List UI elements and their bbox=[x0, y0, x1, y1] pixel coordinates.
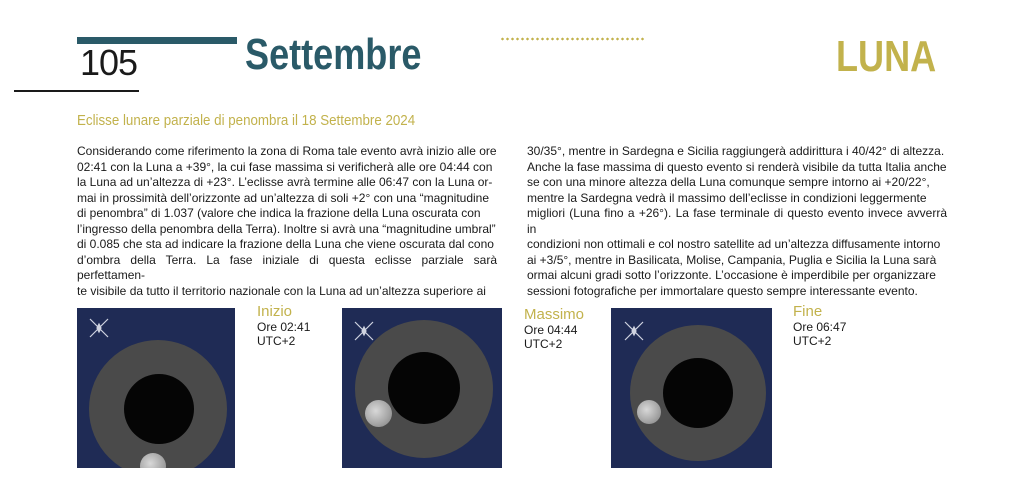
month-title: Settembre bbox=[245, 30, 422, 79]
caption-timezone: UTC+2 bbox=[524, 337, 563, 351]
eclipse-image-massimo bbox=[342, 308, 502, 468]
moon bbox=[637, 400, 661, 424]
eclipse-image-inizio bbox=[77, 308, 235, 468]
dotted-divider bbox=[500, 37, 645, 41]
caption-inizio bbox=[257, 303, 310, 348]
moon bbox=[365, 400, 392, 427]
caption-timezone: UTC+2 bbox=[257, 334, 296, 348]
caption-title: Inizio bbox=[257, 303, 293, 320]
caption-timezone: UTC+2 bbox=[793, 334, 832, 348]
caption-time: Ore 02:41 bbox=[257, 320, 311, 334]
umbra-shadow bbox=[388, 352, 460, 424]
compass-icon bbox=[621, 318, 647, 344]
caption-time: Ore 04:44 bbox=[524, 323, 578, 337]
caption-title: Massimo bbox=[524, 306, 585, 323]
caption-title: Fine bbox=[793, 303, 823, 320]
caption-fine bbox=[793, 303, 846, 348]
compass-icon bbox=[86, 315, 112, 341]
article-column-2: 30/35°, mentre in Sardegna e Sicilia raggiungerà addirittura i 40/42° di altezza. Anche la fase massima di questo evento si renderà visibile da tutta Italia anche se con una minore altezza della Luna comunque sempre intorno ai +20/22°, mentre la Sardegna vedrà il massimo dell’eclisse in condizioni leggermente migliori (Luna fino a +26°). La fase terminale di questo evento invece avverrà in condizioni non ottimali e col nostro satellite ad un’altezza diffusamente intorno ai +3/5°, mentre in Basilicata, Molise, Campania, Puglia e Sicilia la Luna sarà ormai alcuni gradi sotto l’orizzonte. L’occasione è imperdibile per organizzare sessioni fotografiche per immortalare questo sempre interessante evento. bbox=[527, 144, 947, 298]
section-title: LUNA bbox=[836, 32, 937, 81]
page-number-underline bbox=[14, 90, 139, 92]
article-column-1: Considerando come riferimento la zona di Roma tale evento avrà inizio alle ore 02:41 con la Luna a +39°, la cui fase massima si verificherà alle ore 04:44 con la Luna ad un’altezza di +23°. L’eclisse avrà termine alle 06:47 con la Luna or- mai in prossimità dell’orizzonte ad un’altezza di soli +2° con una “magnitudine di penombra” di 1.037 (valore che indica la frazione della Luna oscurata con l’ingresso della penombra della Terra). Inoltre si avrà una “magnitudine umbral” di 0.085 che sta ad indicare la frazione della Luna che viene oscurata dal cono d’ombra della Terra. La fase iniziale di questa eclisse parziale sarà perfettamen- te visibile da tutto il territorio nazionale con la Luna ad un’altezza superiore ai bbox=[77, 144, 497, 298]
umbra-shadow bbox=[124, 374, 194, 444]
caption-massimo bbox=[524, 306, 584, 351]
article-title: Eclisse lunare parziale di penombra il 18 Settembre 2024 bbox=[77, 113, 416, 129]
umbra-shadow bbox=[663, 358, 733, 428]
eclipse-image-fine bbox=[611, 308, 772, 468]
page-number: 105 bbox=[80, 42, 138, 83]
caption-time: Ore 06:47 bbox=[793, 320, 847, 334]
compass-icon bbox=[351, 318, 377, 344]
